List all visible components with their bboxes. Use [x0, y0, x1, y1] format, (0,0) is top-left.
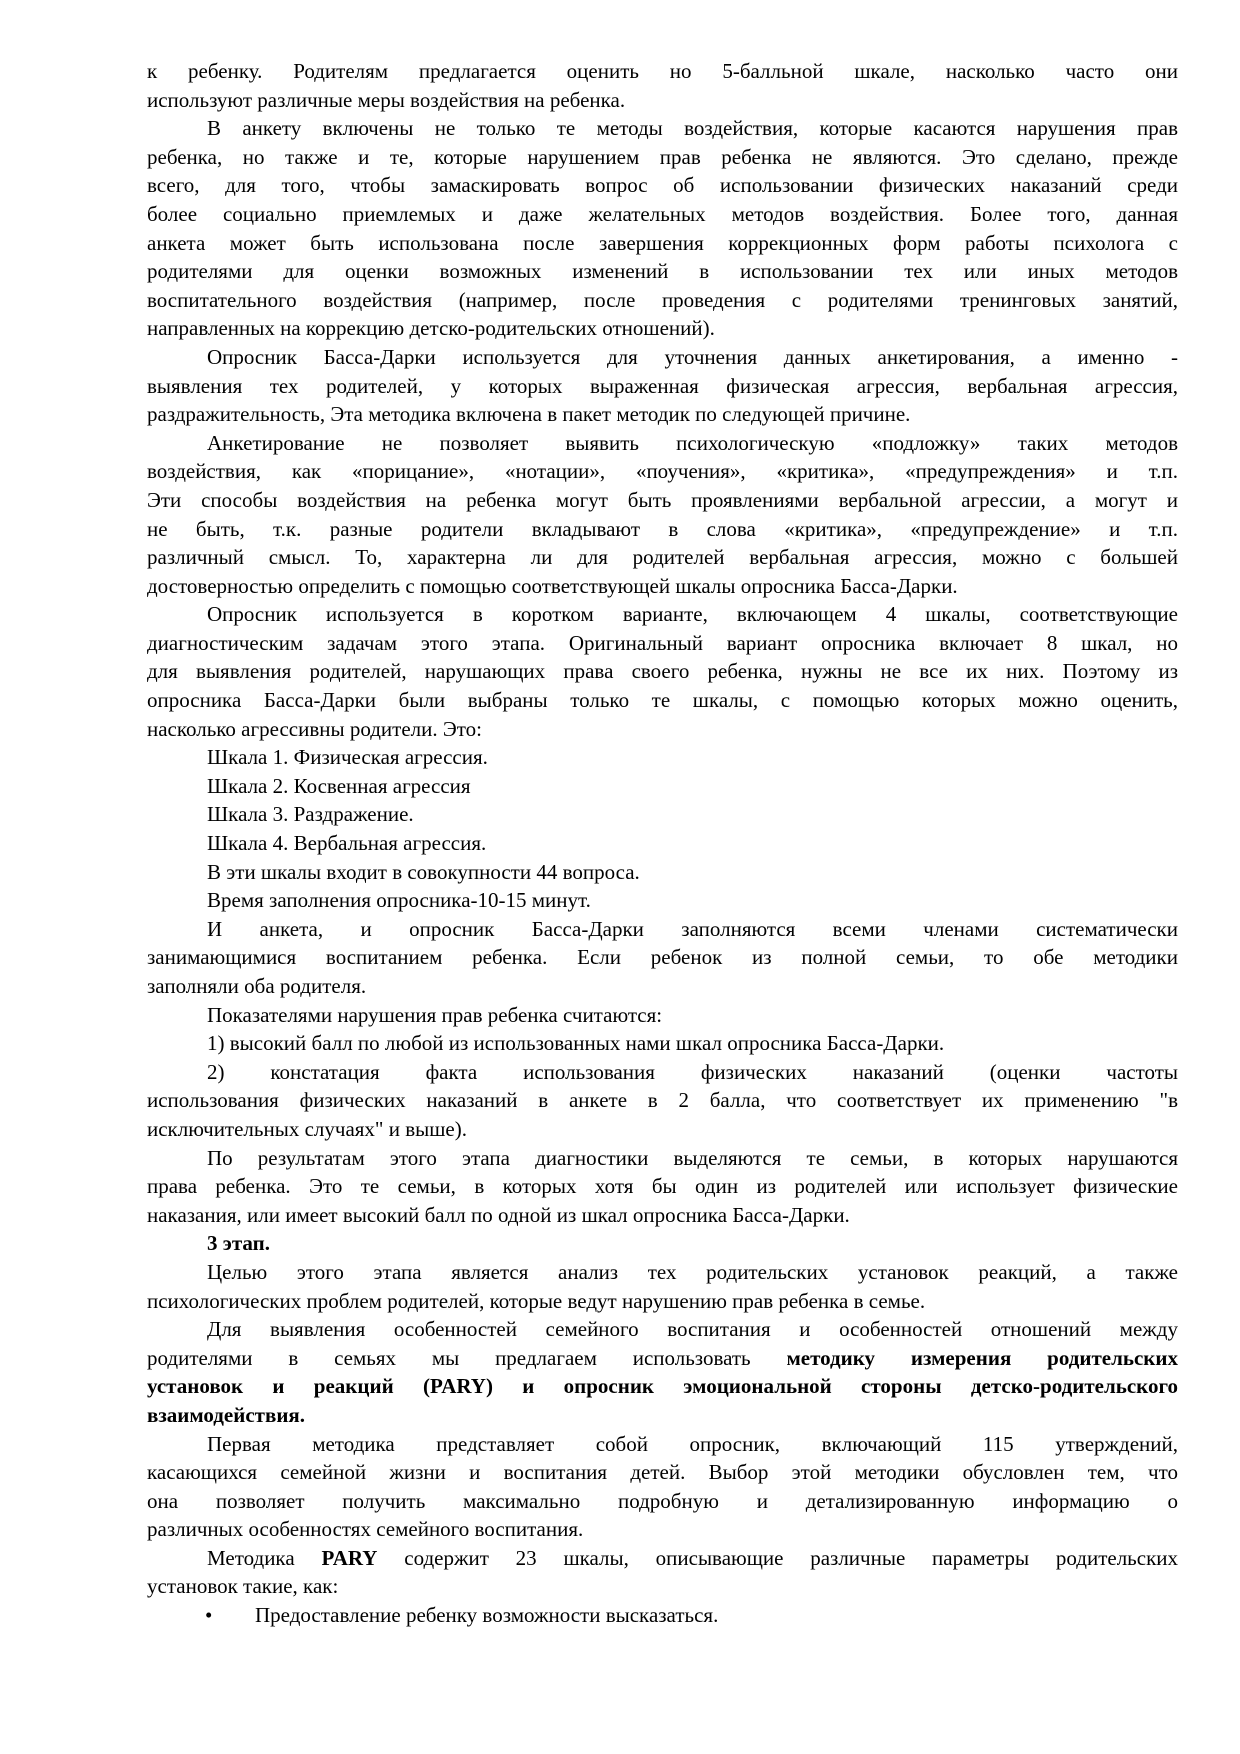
text-line — [147, 457, 1178, 486]
text-line — [147, 1344, 1178, 1373]
paragraph — [147, 114, 1178, 343]
text-run: анкета может быть использована после завершения коррекционных форм работы психолога с — [147, 230, 1178, 255]
text-run: психологических проблем родителей, которые ведут нарушению прав ребенка в семье. — [147, 1288, 926, 1313]
text-line — [147, 972, 1178, 1001]
text-run: использования физических наказаний в анкете в 2 балла, что соответствует их применению "в — [147, 1088, 1178, 1113]
indented-line — [147, 800, 1178, 829]
text-line — [147, 200, 1178, 229]
text-line — [147, 57, 1178, 86]
text-run: 1) высокий балл по любой из использованных нами шкал опросника Басса-Дарки. — [207, 1031, 945, 1056]
text-run: направленных на коррекцию детско-родительских отношений). — [147, 316, 715, 341]
text-run: Опросник Басса-Дарки используется для уточнения данных анкетирования, а именно - — [207, 344, 1178, 369]
text-line — [147, 1115, 1178, 1144]
text-line — [147, 143, 1178, 172]
paragraph — [147, 57, 1178, 114]
text-line — [147, 1287, 1178, 1316]
paragraph — [147, 429, 1178, 601]
indented-line — [147, 1029, 1178, 1058]
text-line — [147, 1401, 1178, 1430]
text-line — [147, 1544, 1178, 1573]
text-run: для выявления родителей, нарушающих права своего ребенка, нужны не все их них. Поэтому из — [147, 659, 1178, 684]
text-run: различный смысл. То, характерна ли для родителей вербальная агрессия, можно с большей — [147, 545, 1178, 570]
section-heading — [147, 1229, 1178, 1258]
bold-text: установок и реакций (PARY) и опросник эмоциональной стороны детско-родительского — [147, 1374, 1178, 1399]
text-run: Методика — [207, 1545, 322, 1570]
bullet-icon: • — [205, 1603, 213, 1628]
text-line — [147, 515, 1178, 544]
text-line — [147, 1172, 1178, 1201]
text-run: И анкета, и опросник Басса-Дарки заполняются всеми членами систематически — [207, 916, 1178, 941]
text-run: исключительных случаях" и выше). — [147, 1116, 467, 1141]
text-run: раздражительность, Эта методика включена в пакет методик по следующей причине. — [147, 402, 911, 427]
paragraph — [147, 600, 1178, 743]
text-run: занимающимися воспитанием ребенка. Если ребенок из полной семьи, то обе методики — [147, 945, 1178, 970]
text-line — [147, 400, 1178, 429]
text-run: используют различные меры воздействия на ребенка. — [147, 87, 626, 112]
text-run: По результатам этого этапа диагностики выделяются те семьи, в которых нарушаются — [207, 1145, 1178, 1170]
text-run: родителями в семьях мы предлагаем использовать — [147, 1345, 787, 1370]
text-line — [147, 429, 1178, 458]
paragraph — [147, 915, 1178, 1001]
text-line — [147, 915, 1178, 944]
paragraph — [147, 1258, 1178, 1315]
text-run: более социально приемлемых и даже желательных методов воздействия. Более того, данная — [147, 201, 1178, 226]
text-run: Первая методика представляет собой опросник, включающий 115 утверждений, — [207, 1431, 1178, 1456]
text-run: Шкала 3. Раздражение. — [207, 802, 414, 827]
text-line — [147, 372, 1178, 401]
indented-line — [147, 829, 1178, 858]
text-line — [147, 486, 1178, 515]
paragraph — [147, 1315, 1178, 1429]
text-line — [147, 943, 1178, 972]
text-run: Время заполнения опросника-10-15 минут. — [207, 888, 591, 913]
text-line — [147, 886, 1178, 915]
paragraph — [147, 1544, 1178, 1601]
text-line — [147, 1086, 1178, 1115]
text-line — [147, 743, 1178, 772]
indented-line — [147, 772, 1178, 801]
text-run: достоверностью определить с помощью соответствующей шкалы опросника Басса-Дарки. — [147, 573, 958, 598]
text-line — [147, 1572, 1178, 1601]
text-run: Для выявления особенностей семейного воспитания и особенностей отношений между — [207, 1317, 1178, 1342]
paragraph — [147, 1058, 1178, 1144]
text-line — [147, 314, 1178, 343]
text-run: Целью этого этапа является анализ тех родительских установок реакций, а также — [207, 1259, 1178, 1284]
text-line — [147, 1058, 1178, 1087]
text-line — [147, 858, 1178, 887]
text-run: к ребенку. Родителям предлагается оценить но 5-балльной шкале, насколько часто они — [147, 59, 1178, 83]
text-run: содержит 23 шкалы, описывающие различные параметры родительских — [377, 1545, 1179, 1570]
text-line — [147, 1515, 1178, 1544]
text-line — [147, 686, 1178, 715]
text-run: ребенка, но также и те, которые нарушением прав ребенка не являются. Это сделано, прежде — [147, 144, 1178, 169]
paragraph — [147, 1430, 1178, 1544]
text-run: воспитательного воздействия (например, после проведения с родителями тренинговых занятий, — [147, 287, 1178, 312]
text-run: наказания, или имеет высокий балл по одной из шкал опросника Басса-Дарки. — [147, 1202, 850, 1227]
text-line — [147, 600, 1178, 629]
text-line — [147, 1029, 1178, 1058]
paragraph — [147, 1144, 1178, 1230]
text-line — [147, 171, 1178, 200]
text-line — [147, 343, 1178, 372]
text-run: Эти способы воздействия на ребенка могут быть проявлениями вербальной агрессии, а могут и — [147, 487, 1178, 512]
text-line — [147, 1458, 1178, 1487]
text-run: заполняли оба родителя. — [147, 974, 367, 998]
text-line — [147, 629, 1178, 658]
text-run: Предоставление ребенку возможности высказаться. — [255, 1603, 719, 1628]
text-run: она позволяет получить максимально подробную и детализированную информацию о — [147, 1488, 1178, 1513]
text-run: В анкету включены не только те методы воздействия, которые касаются нарушения прав — [207, 116, 1178, 141]
text-run: Шкала 4. Вербальная агрессия. — [207, 831, 487, 856]
bold-text: PARY — [321, 1545, 378, 1570]
text-run: насколько агрессивны родители. Это: — [147, 716, 482, 741]
indented-line — [147, 886, 1178, 915]
text-run: опросника Басса-Дарки были выбраны только те шкалы, с помощью которых можно оценить, — [147, 688, 1178, 713]
text-run: Показателями нарушения прав ребенка считаются: — [207, 1002, 663, 1027]
text-run: диагностическим задачам этого этапа. Оригинальный вариант опросника включает 8 шкал, но — [147, 630, 1178, 655]
text-run: касающихся семейной жизни и воспитания детей. Выбор этой методики обусловлен тем, что — [147, 1460, 1178, 1485]
text-run: не быть, т.к. разные родители вкладывают в слова «критика», «предупреждение» и т.п. — [147, 516, 1178, 541]
indented-line — [147, 743, 1178, 772]
text-line — [147, 772, 1178, 801]
text-line — [147, 657, 1178, 686]
text-run: родителями для оценки возможных изменений в использовании тех или иных методов — [147, 259, 1178, 284]
text-line — [147, 543, 1178, 572]
text-line — [147, 1315, 1178, 1344]
text-line — [147, 286, 1178, 315]
paragraph — [147, 343, 1178, 429]
text-run: Шкала 2. Косвенная агрессия — [207, 773, 471, 798]
text-line — [147, 1144, 1178, 1173]
text-run: 2) констатация факта использования физических наказаний (оценки частоты — [207, 1059, 1178, 1084]
bold-text: 3 этап. — [207, 1231, 270, 1256]
document-page — [147, 57, 1178, 1630]
text-line — [147, 1001, 1178, 1030]
text-run: В эти шкалы входит в совокупности 44 вопроса. — [207, 859, 640, 884]
text-line — [147, 572, 1178, 601]
bold-text: методику измерения родительских — [786, 1345, 1178, 1370]
text-run: всего, для того, чтобы замаскировать вопрос об использовании физических наказаний среди — [147, 173, 1178, 198]
text-line — [147, 257, 1178, 286]
text-line — [147, 1372, 1178, 1401]
text-line — [147, 715, 1178, 744]
text-line — [147, 86, 1178, 115]
text-line — [147, 1487, 1178, 1516]
text-run: права ребенка. Это те семьи, в которых хотя бы один из родителей или использует физические — [147, 1174, 1178, 1199]
text-line — [147, 1201, 1178, 1230]
bullet-list-item — [147, 1601, 1178, 1630]
text-run: установок такие, как: — [147, 1574, 339, 1599]
text-run: воздействия, как «порицание», «нотации», «поучения», «критика», «предупреждения» и т.п. — [147, 459, 1178, 484]
text-line — [147, 829, 1178, 858]
text-line — [147, 1258, 1178, 1287]
text-line — [147, 1430, 1178, 1459]
text-run: различных особенностях семейного воспитания. — [147, 1517, 584, 1542]
text-line — [147, 229, 1178, 258]
indented-line — [147, 858, 1178, 887]
text-line — [147, 1229, 1178, 1258]
text-line — [147, 1601, 1178, 1630]
text-line — [147, 800, 1178, 829]
text-run: Опросник используется в коротком варианте, включающем 4 шкалы, соответствующие — [207, 602, 1178, 627]
text-run: Шкала 1. Физическая агрессия. — [207, 745, 488, 770]
bold-text: взаимодействия. — [147, 1402, 306, 1427]
indented-line — [147, 1001, 1178, 1030]
text-run: Анкетирование не позволяет выявить психологическую «подложку» таких методов — [207, 430, 1178, 455]
text-line — [147, 114, 1178, 143]
text-run: выявления тех родителей, у которых выраженная физическая агрессия, вербальная агрессия, — [147, 373, 1178, 398]
